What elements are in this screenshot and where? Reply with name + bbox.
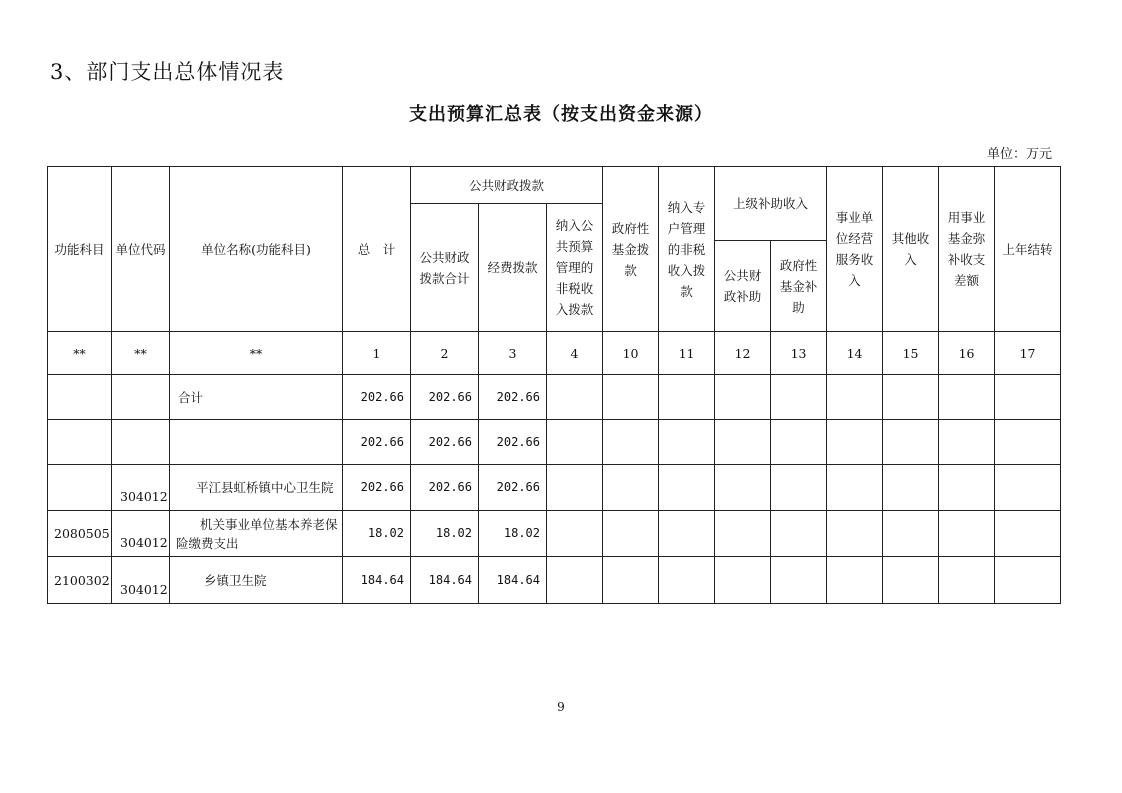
header-unit-code: 单位代码 [112,167,170,332]
table-row [48,465,1061,511]
index-cell: 10 [603,332,659,375]
unit-code-cell: 304012 [112,465,170,511]
func-code-cell: 2100302 [48,557,112,604]
header-other-income: 其他收入 [883,167,939,332]
header-business-income: 事业单位经营服务收入 [827,167,883,332]
header-gov-fund-subsidy: 政府性基金补助 [771,241,827,332]
index-cell: 14 [827,332,883,375]
operating-funds-cell: 202.66 [479,420,547,465]
public-finance-total-cell: 184.64 [411,557,479,604]
total-cell: 184.64 [343,557,411,604]
func-code-cell: 2080505 [48,511,112,557]
func-code-cell [48,465,112,511]
total-cell: 202.66 [343,375,411,420]
header-public-finance-subsidy: 公共财政补助 [715,241,771,332]
index-cell: 4 [547,332,603,375]
total-cell: 18.02 [343,511,411,557]
header-operating-funds: 经费拨款 [479,204,547,332]
header-total: 总 计 [343,167,411,332]
page-number: 9 [557,700,565,714]
index-cell: 17 [995,332,1061,375]
unit-name-cell [170,511,343,557]
unit-name-cell [170,420,343,465]
func-code-cell [48,420,112,465]
budget-table [47,166,1061,604]
index-cell: ** [48,332,112,375]
total-cell: 202.66 [343,465,411,511]
table-row [48,420,1061,465]
header-reserve-fund: 用事业基金弥补收支差额 [939,167,995,332]
index-row [48,332,1061,375]
total-cell: 202.66 [343,420,411,465]
public-finance-total-cell: 202.66 [411,420,479,465]
operating-funds-cell: 202.66 [479,375,547,420]
header-public-finance: 公共财政拨款 [411,167,603,204]
unit-name-text: 机关事业单位基本养老保险缴费支出 [176,516,338,551]
header-carryover: 上年结转 [995,167,1061,332]
index-cell: ** [112,332,170,375]
unit-name-text: 乡镇卫生院 [204,572,267,588]
index-cell: 12 [715,332,771,375]
operating-funds-cell: 184.64 [479,557,547,604]
table-row-total [48,375,1061,420]
unit-code-cell: 304012 [112,511,170,557]
index-cell: ** [170,332,343,375]
header-func-code: 功能科目 [48,167,112,332]
operating-funds-cell: 18.02 [479,511,547,557]
public-finance-total-cell: 202.66 [411,465,479,511]
unit-code-cell [112,420,170,465]
table-row [48,511,1061,557]
unit-label: 单位：万元 [986,147,1052,162]
index-cell: 15 [883,332,939,375]
header-superior-subsidy: 上级补助收入 [715,167,827,241]
section-heading: 3、部门支出总体情况表 [50,60,285,84]
table-row [48,557,1061,604]
header-public-finance-total: 公共财政拨款合计 [411,204,479,332]
index-cell: 11 [659,332,715,375]
unit-name-cell: 合计 [170,375,343,420]
index-cell: 3 [479,332,547,375]
header-special-non-tax: 纳入专户管理的非税收入拨款 [659,167,715,332]
unit-name-cell [170,465,343,511]
header-non-tax-budget: 纳入公共预算管理的非税收入拨款 [547,204,603,332]
public-finance-total-cell: 18.02 [411,511,479,557]
table-title: 支出预算汇总表（按支出资金来源） [409,104,713,125]
index-cell: 13 [771,332,827,375]
unit-name-cell [170,557,343,604]
operating-funds-cell: 202.66 [479,465,547,511]
unit-code-cell: 304012 [112,557,170,604]
index-cell: 16 [939,332,995,375]
public-finance-total-cell: 202.66 [411,375,479,420]
index-cell: 1 [343,332,411,375]
header-unit-name: 单位名称(功能科目) [170,167,343,332]
index-cell: 2 [411,332,479,375]
unit-code-cell [112,375,170,420]
header-gov-fund: 政府性基金拨款 [603,167,659,332]
func-code-cell [48,375,112,420]
unit-name-text: 平江县虹桥镇中心卫生院 [196,480,334,495]
